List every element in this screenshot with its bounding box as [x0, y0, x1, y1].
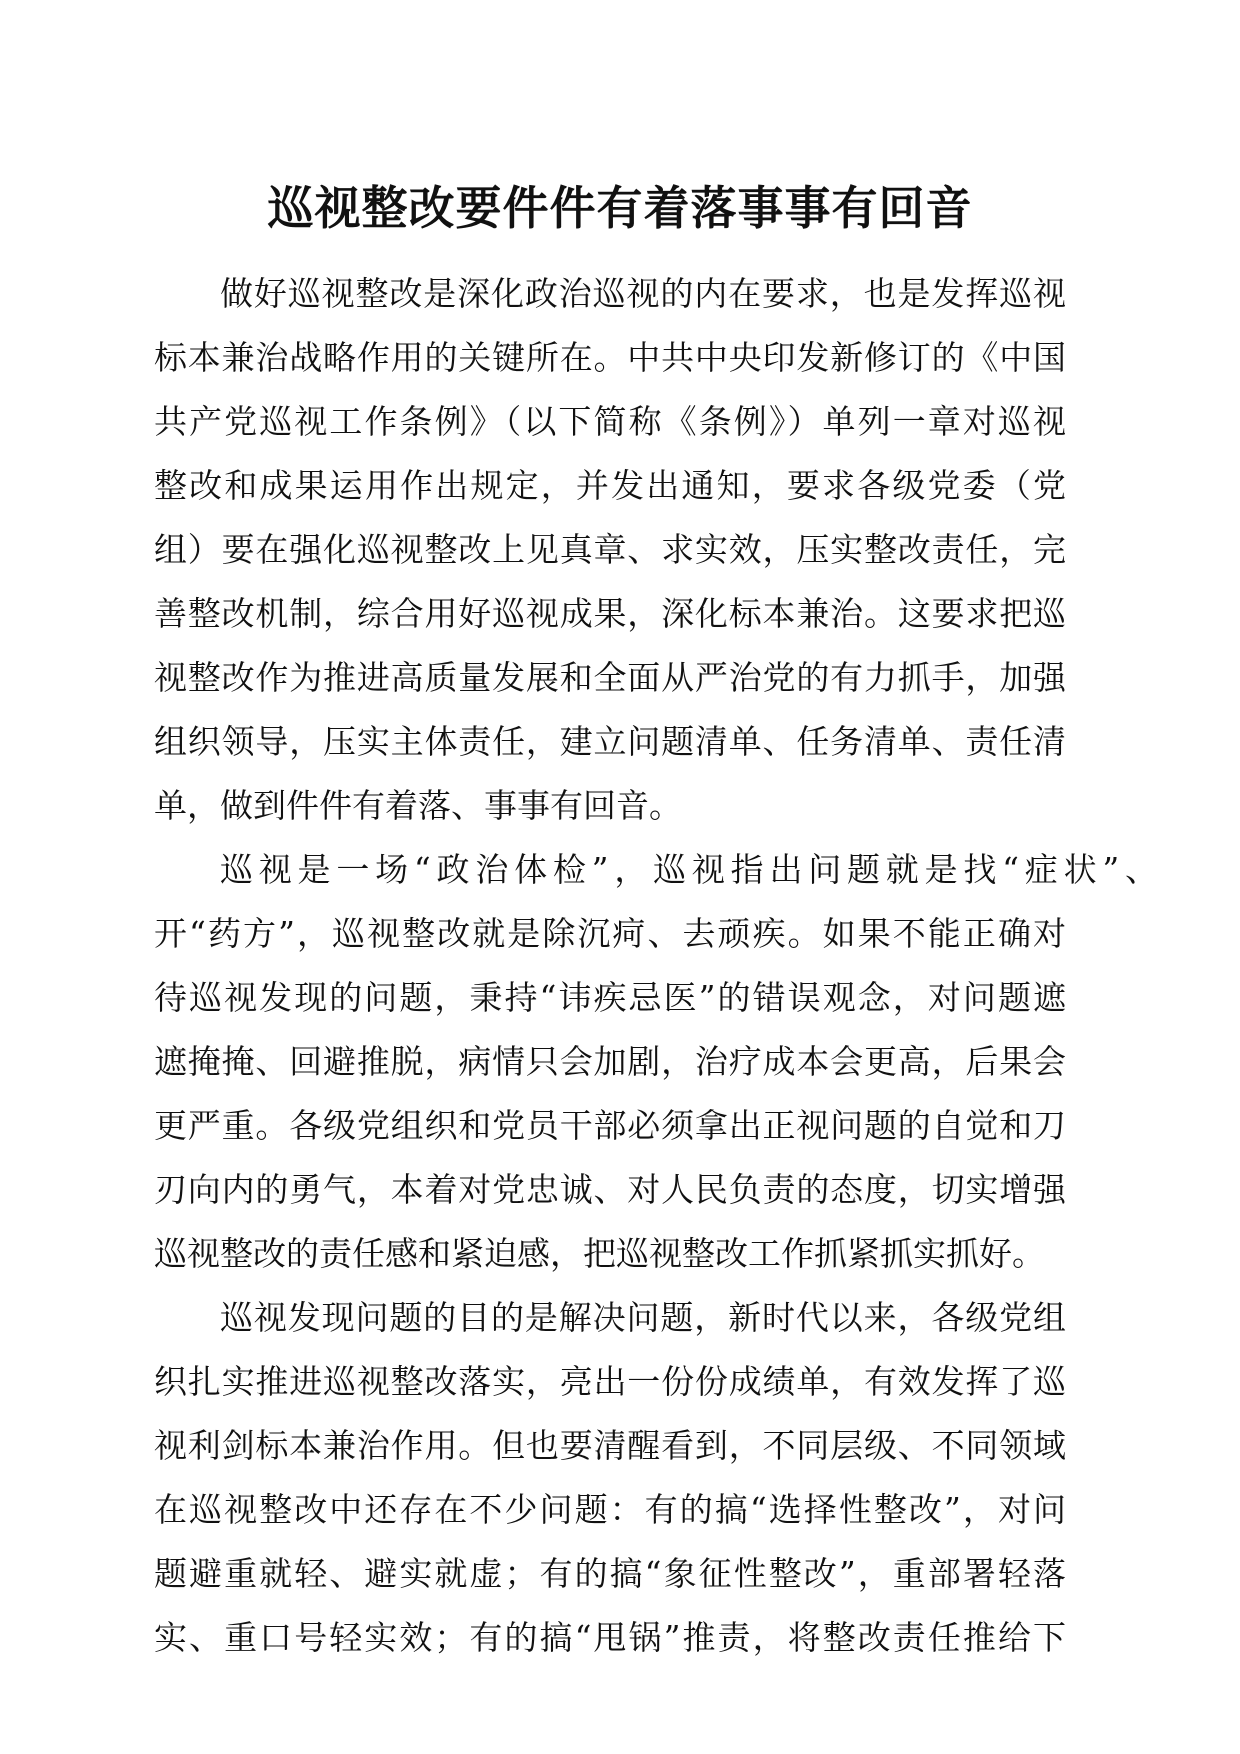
text-line: 更严重。各级党组织和党员干部必须拿出正视问题的自觉和刀	[154, 1106, 1066, 1145]
text-line: 题避重就轻、避实就虚；有的搞“象征性整改”，重部署轻落	[154, 1554, 1066, 1593]
text-line: 组织领导，压实主体责任，建立问题清单、任务清单、责任清	[154, 722, 1066, 761]
text-line: 单，做到件件有着落、事事有回音。	[154, 786, 682, 825]
text-line: 遮掩掩、回避推脱，病情只会加剧，治疗成本会更高，后果会	[154, 1042, 1066, 1081]
text-line: 刃向内的勇气，本着对党忠诚、对人民负责的态度，切实增强	[154, 1170, 1066, 1209]
text-line: 待巡视发现的问题，秉持“讳疾忌医”的错误观念，对问题遮	[154, 978, 1066, 1017]
text-line: 共产党巡视工作条例》（以下简称《条例》）单列一章对巡视	[154, 402, 1066, 441]
text-line: 视整改作为推进高质量发展和全面从严治党的有力抓手，加强	[154, 658, 1066, 697]
text-line: 巡视发现问题的目的是解决问题，新时代以来，各级党组	[220, 1298, 1066, 1337]
text-line: 在巡视整改中还存在不少问题：有的搞“选择性整改”，对问	[154, 1490, 1066, 1529]
text-line: 善整改机制，综合用好巡视成果，深化标本兼治。这要求把巡	[154, 594, 1066, 633]
text-line: 组）要在强化巡视整改上见真章、求实效，压实整改责任，完	[154, 530, 1066, 569]
text-line: 做好巡视整改是深化政治巡视的内在要求，也是发挥巡视	[220, 274, 1066, 313]
text-line: 织扎实推进巡视整改落实，亮出一份份成绩单，有效发挥了巡	[154, 1362, 1066, 1401]
document-title: 巡视整改要件件有着落事事有回音	[267, 181, 973, 235]
text-line: 巡视是一场“政治体检”，巡视指出问题就是找“症状”、	[220, 850, 1158, 889]
text-line: 标本兼治战略作用的关键所在。中共中央印发新修订的《中国	[154, 338, 1066, 377]
text-line: 整改和成果运用作出规定，并发出通知，要求各级党委（党	[154, 466, 1066, 505]
text-line: 实、重口号轻实效；有的搞“甩锅”推责，将整改责任推给下	[154, 1618, 1066, 1657]
document-body	[154, 262, 1158, 1670]
text-line: 巡视整改的责任感和紧迫感，把巡视整改工作抓紧抓实抓好。	[154, 1234, 1045, 1273]
paragraph-3	[154, 1286, 1066, 1670]
text-line: 视利剑标本兼治作用。但也要清醒看到，不同层级、不同领域	[154, 1426, 1066, 1465]
text-line: 开“药方”，巡视整改就是除沉疴、去顽疾。如果不能正确对	[154, 914, 1066, 953]
paragraph-2	[154, 838, 1158, 1286]
paragraph-1	[154, 262, 1066, 838]
